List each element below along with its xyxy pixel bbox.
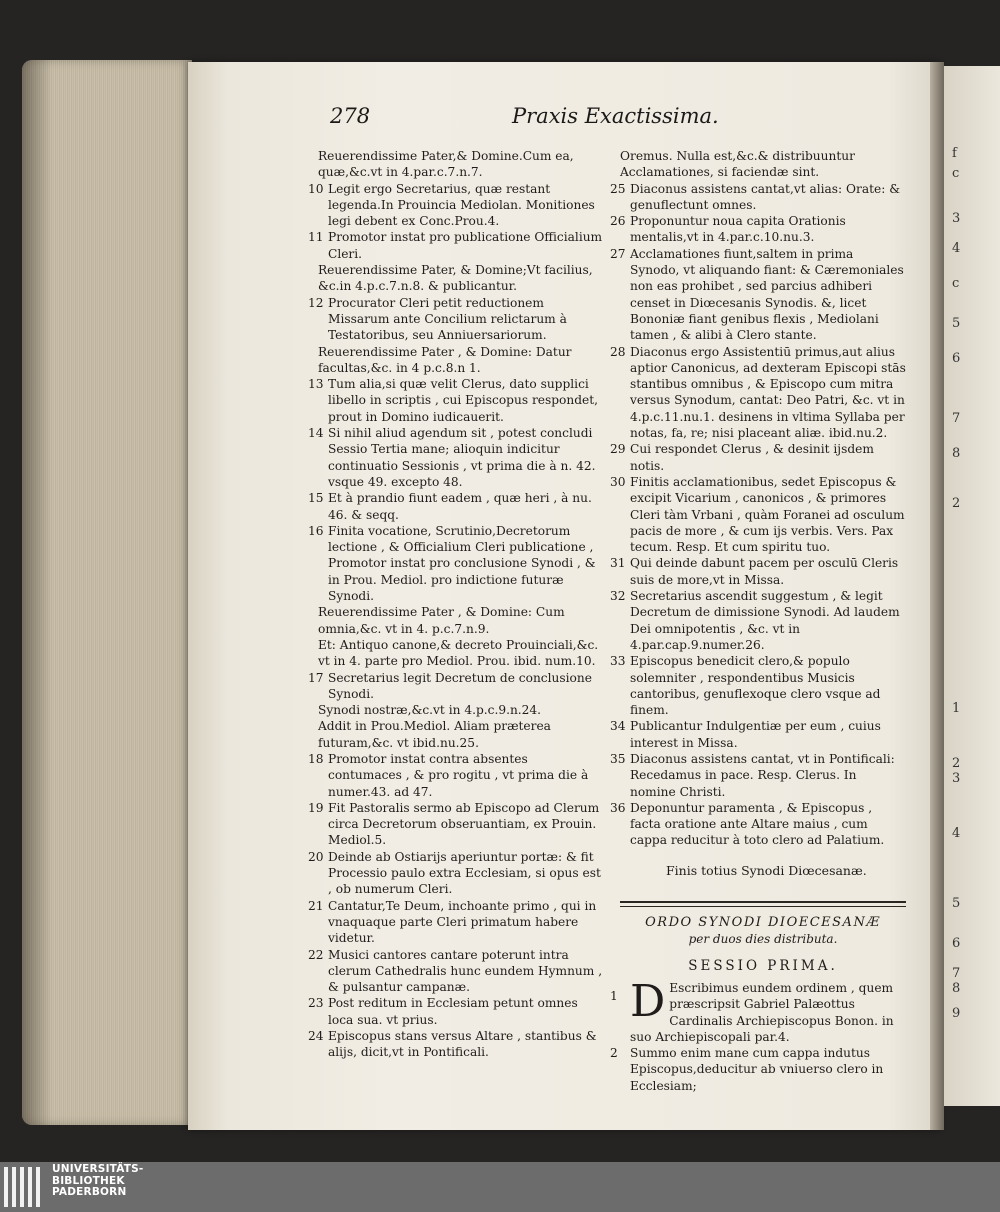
next-page-fragment — [944, 66, 1000, 1106]
next-page-margin-fragment: 4 — [952, 826, 961, 841]
left-column-entry — [308, 849, 604, 898]
left-column-entry — [308, 344, 604, 377]
entry-number: 36 — [610, 800, 626, 815]
entry-number: 25 — [610, 181, 626, 196]
left-column-entry — [308, 800, 604, 849]
entry-number: 10 — [308, 181, 324, 196]
left-column-entry — [308, 718, 604, 751]
left-column-entry — [308, 898, 604, 947]
next-page-margin-fragment: 4 — [952, 241, 961, 256]
right-column-entry — [610, 800, 906, 849]
entry-text: Secretarius legit Decretum de conclusione Synodi. — [328, 670, 592, 701]
left-column-entry — [308, 229, 604, 262]
library-logo-text — [52, 1164, 143, 1199]
left-column-entry — [308, 262, 604, 295]
next-page-margin-fragment: 6 — [952, 936, 961, 951]
page-edges-shadow — [22, 60, 52, 1125]
entry-text: Escribimus eundem ordinem , quem præscripsit Gabriel Palæottus Cardinalis Archiepiscopus Bonon. in suo Archiepiscopali par.4. — [630, 980, 894, 1044]
finis-line: Finis totius Synodi Diœcesanæ. — [666, 862, 867, 878]
entry-number: 20 — [308, 849, 324, 864]
right-column-entry — [610, 474, 906, 555]
entry-number: 1 — [610, 988, 618, 1003]
ordo-subtitle: per duos dies distributa. — [688, 932, 838, 947]
left-column-entry — [308, 523, 604, 604]
entry-text: Finita vocatione, Scrutinio,Decretorum lectione , & Officialium Cleri publicatione , Promotor instat pro conclusione Synodi , & in Prou. Mediol. pro indictione futuræ Synodi. — [328, 523, 596, 604]
sessio-entries — [610, 975, 906, 1094]
left-column-entry — [308, 702, 604, 718]
next-page-margin-fragment: 3 — [952, 771, 961, 786]
entry-text: Si nihil aliud agendum sit , potest concludi Sessio Tertia mane; alioquin indicitur continuatio Sessionis , vt prima die à n. 42. vsque 49. excepto 48. — [328, 426, 596, 489]
entry-text: Promotor instat pro publicatione Officialium Cleri. — [328, 230, 603, 261]
entry-text: Reuerendissime Pater , & Domine: Cum omnia,&c. vt in 4. p.c.7.n.9. — [318, 605, 565, 636]
logo-line-1: UNIVERSITÄTS- — [52, 1163, 144, 1175]
left-column — [308, 148, 604, 1061]
next-page-margin-fragment: 6 — [952, 351, 961, 366]
left-column-entry — [308, 181, 604, 230]
right-column-entry — [610, 441, 906, 474]
entry-text: Diaconus ergo Assistentiū primus,aut alius aptior Canonicus, ad dexteram Episcopi stās stantibus omnibus , & Episcopo cum mitra versus Synodum, cantat: Deo Patri, &c. vt in 4.p.c.11.nu.1. desinens in vltima Syllaba per notas, fa, re; nisi placeant aliæ. ibid.nu.2. — [630, 344, 906, 441]
right-column-entry — [610, 751, 906, 800]
entry-text: Fit Pastoralis sermo ab Episcopo ad Clerum circa Decretorum obseruantiam, ex Prouin. Mediol.5. — [328, 800, 600, 848]
entry-number: 19 — [308, 800, 324, 815]
right-column-entry — [610, 148, 906, 181]
entry-text: Cui respondet Clerus , & desinit ijsdem notis. — [630, 442, 874, 473]
left-column-entry — [308, 1028, 604, 1061]
next-page-margin-fragment: 8 — [952, 446, 961, 461]
entry-text: Legit ergo Secretarius, quæ restant legenda.In Prouincia Mediolan. Monitiones legi debent ex Conc.Prou.4. — [328, 181, 595, 229]
entry-number: 28 — [610, 344, 626, 359]
left-column-entry — [308, 295, 604, 344]
right-column-entry — [610, 246, 906, 344]
entry-text: Deponuntur paramenta , & Episcopus , facta oratione ante Altare maius , cum cappa reducitur à toto clero ad Palatium. — [630, 800, 885, 848]
entry-number: 30 — [610, 474, 626, 489]
entry-text: Diaconus assistens cantat, vt in Pontificali: Recedamus in pace. Resp. Clerus. In nomine Christi. — [630, 751, 895, 799]
ordo-title: ORDO SYNODI DIOECESANÆ — [645, 915, 881, 931]
entry-text: Tum alia,si quæ velit Clerus, dato supplici libello in scriptis , cui Episcopus respondet, prout in Domino iudicauerit. — [328, 377, 599, 424]
right-column-entry — [610, 181, 906, 214]
left-column-entry — [308, 490, 604, 523]
left-column-entry — [308, 670, 604, 703]
section-rule — [620, 901, 906, 907]
library-footer-bar — [0, 1162, 1000, 1212]
left-column-entry — [308, 947, 604, 996]
left-column-entry — [308, 148, 604, 181]
entry-number: 11 — [308, 230, 324, 245]
entry-number: 34 — [610, 719, 626, 734]
sessio-entry — [610, 975, 906, 1045]
entry-text: Qui deinde dabunt pacem per osculū Cleris suis de more,vt in Missa. — [630, 556, 899, 587]
left-column-entry — [308, 376, 604, 425]
entry-text: Episcopus benedicit clero,& populo solemniter , respondentibus Musicis cantoribus, genuflexoque clero vsque ad finem. — [630, 654, 881, 718]
entry-text: Acclamationes fiunt,saltem in prima Synodo, vt aliquando fiant: & Cæremoniales non eas prohibet , sed parcius adhiberi censet in Diœcesanis Synodis. &, licet Bononiæ fiant genibus flexis , Mediolani tamen , & alibi à Clero stante. — [630, 246, 904, 343]
entry-number: 32 — [610, 589, 626, 604]
next-page-margin-fragment: f — [952, 146, 957, 161]
running-title: Praxis Exactissima. — [512, 104, 719, 128]
next-page-margin-fragment: 9 — [952, 1006, 961, 1021]
left-column-entry — [308, 425, 604, 490]
entry-text: Finitis acclamationibus, sedet Episcopus & excipit Vicarium , canonicos , & primores Cleri tàm Vrbani , quàm Foranei ad osculum pacis de more , & cum ijs verbis. Vers. Pax tecum. Resp. Et cum spiritu tuo. — [630, 474, 905, 555]
next-page-margin-fragment: 2 — [952, 756, 961, 771]
next-page-margin-fragment: 5 — [952, 896, 961, 911]
right-column-entry — [610, 718, 906, 751]
sessio-entry — [610, 1045, 906, 1094]
entry-number: 2 — [610, 1046, 618, 1061]
entry-number: 29 — [610, 442, 626, 457]
right-column — [610, 148, 906, 1094]
entry-number: 16 — [308, 523, 324, 538]
next-page-margin-fragment: c — [952, 166, 960, 181]
right-column-entries — [610, 148, 906, 849]
sessio-title: SESSIO PRIMA. — [688, 957, 838, 974]
entry-text: Et: Antiquo canone,& decreto Prouinciali,&c. vt in 4. parte pro Mediol. Prou. ibid. num.10. — [318, 637, 599, 669]
logo-line-3: PADERBORN — [52, 1186, 127, 1198]
entry-text: Post reditum in Ecclesiam petunt omnes loca sua. vt prius. — [328, 996, 578, 1027]
right-column-entry — [610, 555, 906, 588]
entry-text: Secretarius ascendit suggestum , & legit Decretum de dimissione Synodi. Ad laudem Dei omnipotentis , &c. vt in 4.par.cap.9.numer.26. — [630, 589, 900, 652]
entry-text: Procurator Cleri petit reductionem Missarum ante Concilium relictarum à Testatoribus, seu Anniuersariorum. — [328, 295, 567, 343]
sessio-entry-body — [630, 1045, 906, 1094]
entry-text: Oremus. Nulla est,&c.& distribuuntur Acclamationes, si faciendæ sint. — [620, 149, 855, 180]
next-page-margin-fragment: 1 — [952, 701, 961, 716]
next-page-margin-fragment: c — [952, 276, 960, 291]
page-number: 278 — [330, 104, 371, 128]
entry-number: 17 — [308, 670, 324, 685]
right-column-entry — [610, 344, 906, 442]
left-column-entry — [308, 637, 604, 670]
entry-text: Musici cantores cantare poterunt intra clerum Cathedralis hunc eundem Hymnum , & pulsantur campanæ. — [328, 947, 603, 995]
entry-text: Et à prandio fiunt eadem , quæ heri , à nu. 46. & seqq. — [328, 491, 592, 522]
entry-text: Publicantur Indulgentiæ per eum , cuius interest in Missa. — [630, 719, 881, 750]
entry-number: 14 — [308, 426, 324, 441]
entry-text: Synodi nostræ,&c.vt in 4.p.c.9.n.24. — [318, 703, 542, 718]
entry-number: 15 — [308, 491, 324, 506]
next-page-margin-fragment: 3 — [952, 211, 961, 226]
entry-text: Proponuntur noua capita Orationis mentalis,vt in 4.par.c.10.nu.3. — [630, 214, 846, 245]
entry-text: Promotor instat contra absentes contumaces , & pro rogitu , vt prima die à numer.43. ad 47. — [328, 751, 589, 799]
entry-number: 21 — [308, 898, 324, 913]
entry-text: Reuerendissime Pater, & Domine;Vt facilius, &c.in 4.p.c.7.n.8. & publicantur. — [318, 263, 593, 294]
right-column-entry — [610, 588, 906, 653]
entry-number: 13 — [308, 377, 324, 392]
next-page-margin-fragment: 5 — [952, 316, 961, 331]
left-column-entry — [308, 604, 604, 637]
right-column-entry — [610, 653, 906, 718]
drop-cap: D — [630, 975, 666, 1027]
entry-text: Reuerendissime Pater , & Domine: Datur facultas,&c. in 4 p.c.8.n 1. — [318, 344, 572, 375]
entry-number: 27 — [610, 246, 626, 261]
entry-number: 33 — [610, 654, 626, 669]
entry-text: Deinde ab Ostiarijs aperiuntur portæ: & fit Processio paulo extra Ecclesiam, si opus est , ob numerum Cleri. — [328, 849, 601, 897]
entry-number: 22 — [308, 947, 324, 962]
sessio-entry-body — [630, 975, 906, 1045]
entry-text: Cantatur,Te Deum, inchoante primo , qui in vnaquaque parte Cleri primatum habere videtur. — [328, 898, 597, 946]
entry-number: 24 — [308, 1029, 324, 1044]
entry-text: Diaconus assistens cantat,vt alias: Orate: & genuflectunt omnes. — [630, 181, 901, 212]
entry-number: 18 — [308, 751, 324, 766]
entry-text: Addit in Prou.Mediol. Aliam præterea futuram,&c. vt ibid.nu.25. — [318, 719, 551, 750]
entry-number: 35 — [610, 751, 626, 766]
left-column-entry — [308, 995, 604, 1028]
logo-line-2: BIBLIOTHEK — [52, 1174, 125, 1187]
next-page-margin-fragment: 7 — [952, 966, 961, 981]
next-page-margin-fragment: 7 — [952, 411, 961, 426]
entry-text: Episcopus stans versus Altare , stantibus & alijs, dicit,vt in Pontificali. — [328, 1029, 597, 1060]
library-logo-icon — [4, 1167, 46, 1207]
entry-text: Summo enim mane cum cappa indutus Episcopus,deducitur ab vniuerso clero in Ecclesiam; — [630, 1046, 884, 1093]
entry-number: 12 — [308, 295, 324, 310]
book-gutter — [930, 62, 944, 1130]
entry-number: 23 — [308, 996, 324, 1011]
entry-number: 26 — [610, 214, 626, 229]
entry-text: Reuerendissime Pater,& Domine.Cum ea, quæ,&c.vt in 4.par.c.7.n.7. — [318, 149, 574, 180]
next-page-margin-fragment: 8 — [952, 981, 961, 996]
right-column-entry — [610, 213, 906, 246]
left-column-entry — [308, 751, 604, 800]
next-page-margin-fragment: 2 — [952, 496, 961, 511]
entry-number: 31 — [610, 556, 626, 571]
